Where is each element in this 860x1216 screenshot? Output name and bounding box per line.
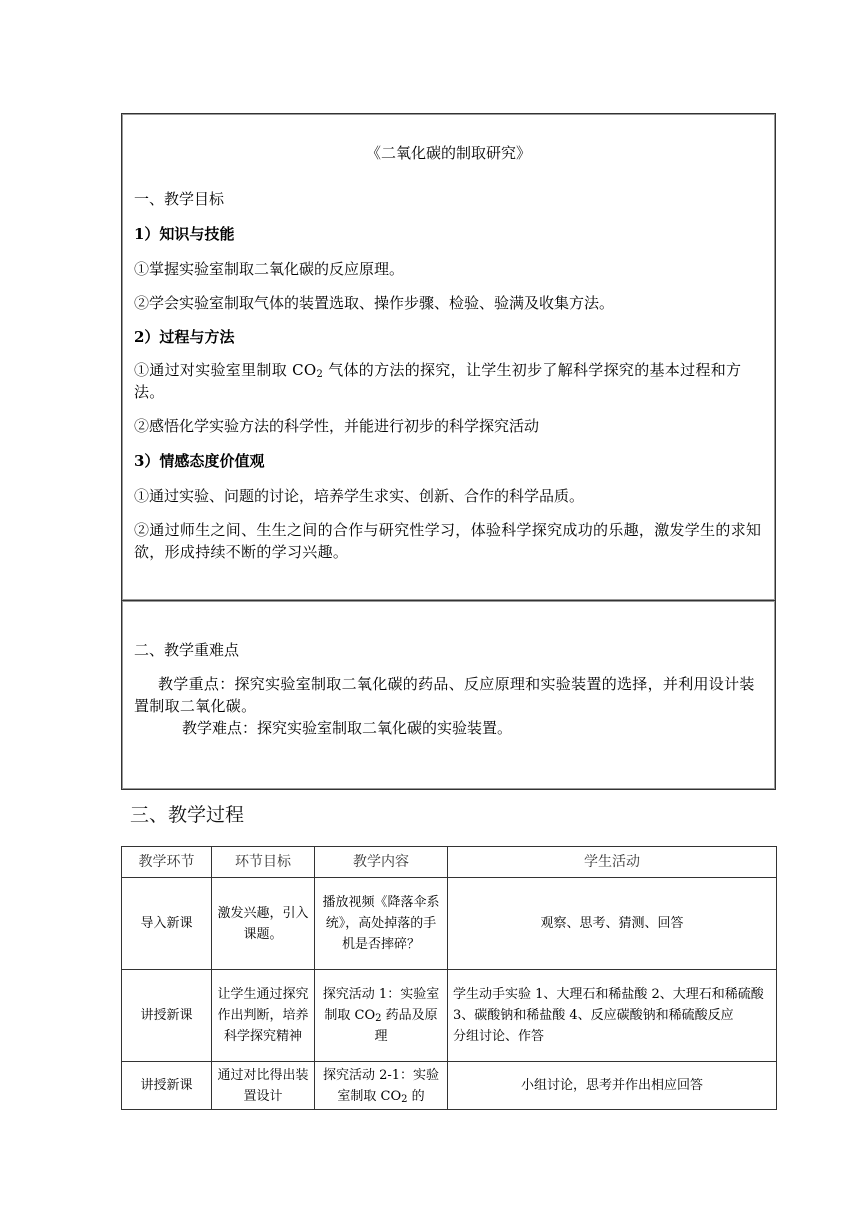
cell-goal: 通过对比得出装置设计	[212, 1062, 315, 1110]
cell-content: 播放视频《降落伞系统》，高处掉落的手机是否摔碎？	[315, 878, 448, 970]
cell-content: 探究活动 1：实验室制取 $CO_2$ 药品及原理	[315, 970, 448, 1062]
table-row	[122, 1062, 777, 1110]
objectives-heading: 一、教学目标	[134, 190, 225, 208]
key-point-text: 教学重点：探究实验室制取二氧化碳的药品、反应原理和实验装置的选择，并利用设计装置制取二氧化碳。	[134, 675, 755, 715]
header-activity: 学生活动	[448, 847, 777, 878]
difficult-point-text: 教学难点：探究实验室制取二氧化碳的实验装置。	[182, 719, 513, 737]
key-difficult-points-box	[121, 600, 776, 790]
header-goal: 环节目标	[212, 847, 315, 878]
knowledge-item-1: ①掌握实验室制取二氧化碳的反应原理。	[134, 260, 405, 278]
table-row	[122, 878, 777, 970]
cell-activity: 小组讨论，思考并作出相应回答	[448, 1062, 777, 1110]
teaching-objectives-box	[121, 113, 776, 601]
process-item-2: ②感悟化学实验方法的科学性，并能进行初步的科学探究活动	[134, 417, 540, 435]
cell-content: 探究活动 2-1：实验室制取 $CO_2$ 的	[315, 1062, 448, 1110]
knowledge-skills-heading: 1）知识与技能	[134, 225, 235, 243]
header-stage: 教学环节	[122, 847, 212, 878]
teaching-process-heading: 三、教学过程	[130, 804, 245, 826]
table-row	[122, 970, 777, 1062]
process-item-1: ①通过对实验室里制取 $CO_2$ 气体的方法的探究，让学生初步了解科学探究的基本过程和方法。	[134, 361, 742, 401]
cell-goal: 激发兴趣，引入课题。	[212, 878, 315, 970]
process-method-heading: 2）过程与方法	[134, 328, 235, 346]
knowledge-item-2: ②学会实验室制取气体的装置选取、操作步骤、检验、验满及收集方法。	[134, 294, 615, 312]
attitude-item-2: ②通过师生之间、生生之间的合作与研究性学习，体验科学探究成功的乐趣，激发学生的求知欲，形成持续不断的学习兴趣。	[134, 521, 762, 561]
cell-stage: 导入新课	[122, 878, 212, 970]
key-difficult-heading: 二、教学重难点	[134, 641, 240, 659]
document-title: 《二氧化碳的制取研究》	[365, 144, 531, 162]
attitude-item-1: ①通过实验、问题的讨论，培养学生求实、创新、合作的科学品质。	[134, 487, 585, 505]
teaching-process-table	[121, 846, 777, 1110]
cell-goal: 让学生通过探究作出判断，培养科学探究精神	[212, 970, 315, 1062]
cell-activity: 观察、思考、猜测、回答	[448, 878, 777, 970]
cell-stage: 讲授新课	[122, 1062, 212, 1110]
table-header-row	[122, 847, 777, 878]
header-content: 教学内容	[315, 847, 448, 878]
attitude-values-heading: 3）情感态度价值观	[134, 452, 265, 470]
cell-stage: 讲授新课	[122, 970, 212, 1062]
cell-activity: 学生动手实验 1、大理石和稀盐酸 2、大理石和稀硫酸 3、碳酸钠和稀盐酸 4、反应碳酸钠和稀硫酸反应 分组讨论、作答	[448, 970, 777, 1062]
